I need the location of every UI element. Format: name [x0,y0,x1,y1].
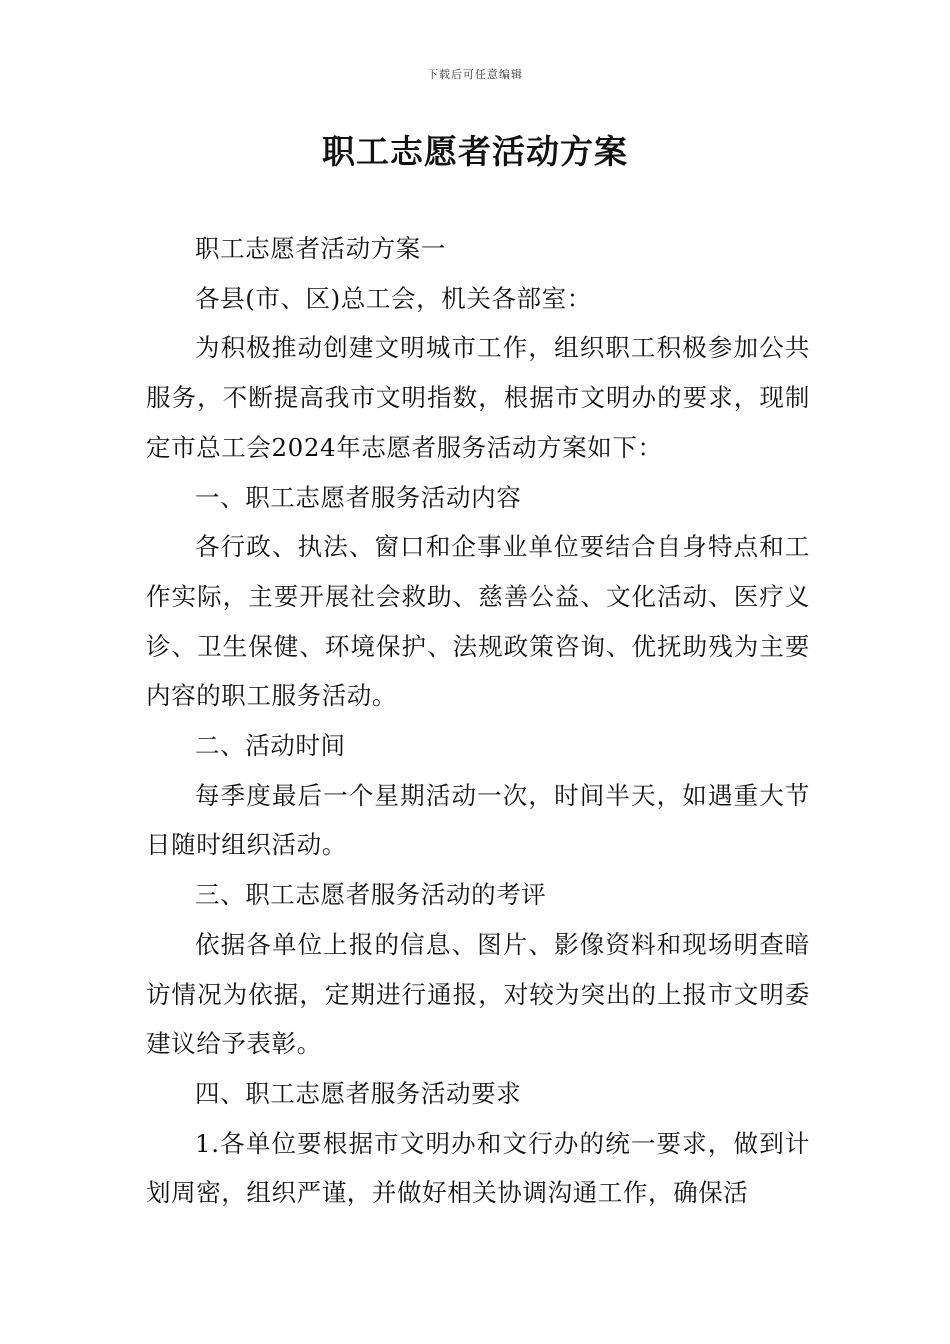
header-note: 下载后可任意编辑 [427,68,523,81]
document-body [146,224,810,1218]
paragraph-subtitle: 职工志愿者活动方案一 [195,234,446,263]
section-heading-requirements: 四、职工志愿者服务活动要求 [195,1078,522,1108]
paragraph-time: 每季度最后一个星期活动一次，时间半天，如遇重大节日随时组织活动。 [146,780,810,860]
section-heading-time: 二、活动时间 [195,731,346,761]
paragraph-intro: 为积极推动创建文明城市工作，组织职工积极参加公共服务，不断提高我市文明指数，根据市文明办的要求，现制定市总工会2024年志愿者服务活动方案如下： [146,333,810,462]
paragraph-requirement-1: 1.各单位要根据市文明办和文行办的统一要求，做到计划周密，组织严谨，并做好相关协调沟通工作，确保活 [146,1128,810,1208]
section-heading-evaluation: 三、职工志愿者服务活动的考评 [195,880,547,910]
document-title: 职工志愿者活动方案 [322,132,628,171]
paragraph-salutation: 各县(市、区)总工会，机关各部室： [195,283,592,313]
section-heading-content: 一、职工志愿者服务活动内容 [195,482,522,512]
paragraph-evaluation: 依据各单位上报的信息、图片、影像资料和现场明查暗访情况为依据，定期进行通报，对较为突出的上报市文明委建议给予表彰。 [146,929,810,1059]
paragraph-content: 各行政、执法、窗口和企事业单位要结合自身特点和工作实际，主要开展社会救助、慈善公益、文化活动、医疗义诊、卫生保健、环境保护、法规政策咨询、优抚助残为主要内容的职工服务活动。 [146,532,810,711]
